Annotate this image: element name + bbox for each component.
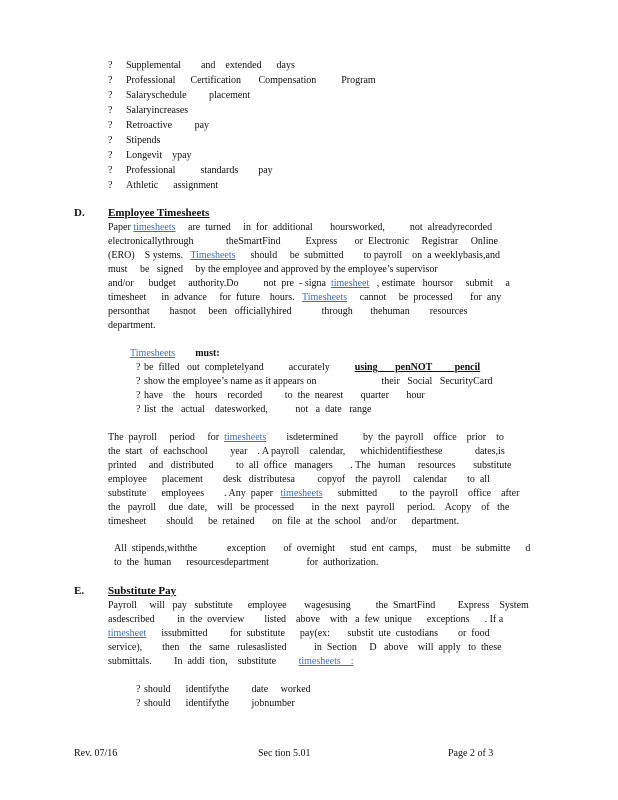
text-line: timesheet issubmitted for substitute pay(ex: substit ute custodians or food [108, 628, 490, 639]
list-item: ? Salaryincreases [108, 105, 189, 116]
footer-section: Sec tion 5.01 [258, 748, 311, 759]
footer-page-number: Page 2 of 3 [448, 748, 494, 759]
must-heading: Timesheets must: [130, 348, 220, 359]
text-line: the payroll due date, will be processed in the next payroll period. Acopy of the [108, 502, 510, 513]
text-line: printed and distributed to all office managers . The human resources substitute [108, 460, 512, 471]
list-item: ? have the hours recorded to the nearest quarter hour [136, 390, 425, 401]
list-item: ? show the employee’s name as it appears on their Social SecurityCard [136, 376, 493, 387]
text-line: the start of eachschool year . A payroll calendar, whichidentifiesthese dates,is [108, 446, 505, 457]
text-line: service), then the same rulesaslisted in Section D above will apply to these [108, 642, 502, 653]
list-item: ? Supplemental and extended days [108, 60, 295, 71]
text-line: employee placement desk distributesa copyof the payroll calendar to all [108, 474, 490, 485]
text-line: asdescribed in the overview listed above with a few unique exceptions . If a [108, 614, 504, 625]
footer-revision: Rev. 07/16 [74, 748, 118, 759]
section-e-letter: E. [74, 585, 85, 597]
timesheets-link[interactable]: timesheets [133, 222, 176, 233]
text-line: substitute employees . Any paper timesheets submitted to the payroll office after [108, 488, 520, 499]
section-e-title: Substitute Pay [108, 585, 177, 597]
timesheets-link[interactable]: Timesheets [301, 292, 348, 303]
text-line: (ERO) S ystems. Timesheets should be submitted to payroll on a weeklybasis,and [108, 250, 500, 261]
section-d-letter: D. [74, 207, 85, 219]
timesheets-link[interactable]: timesheets [224, 432, 267, 443]
section-d-title: Employee Timesheets [108, 207, 210, 219]
timesheet-link[interactable]: timesheet [108, 628, 147, 639]
text-line: personthat hasnot been officiallyhired through thehuman resources [108, 306, 468, 317]
text-line: timesheet should be retained on file at the school and/or department. [108, 516, 460, 527]
text-line: Paper timesheets are turned in for additional hoursworked, not alreadyrecorded [108, 222, 493, 233]
text-line: department. [108, 320, 156, 331]
list-item: ? Professional Certification Compensation Program [108, 75, 376, 86]
text-line: Payroll will pay substitute employee wagesusing the SmartFind Express System [108, 600, 529, 611]
list-item: ? should identifythe date worked [136, 684, 311, 695]
text-line: must be signed by the employee and approved by the employee’s supervisor [108, 264, 438, 275]
list-item: ? should identifythe jobnumber [136, 698, 295, 709]
timesheets-link[interactable]: Timesheets [130, 348, 176, 359]
list-item: ? Salaryschedule placement [108, 90, 251, 101]
list-item: ? Athletic assignment [108, 180, 219, 191]
text-line: to the human resourcesdepartment for authorization. [114, 557, 379, 568]
list-item: ? be filled out completelyand accurately using penNOT pencil [136, 362, 481, 373]
text-line: All stipends,withthe exception of overnight stud ent camps, must be submitte d [114, 543, 531, 554]
timesheets-link[interactable]: timesheets [280, 488, 323, 499]
list-item: ? list the actual datesworked, not a date range [136, 404, 372, 415]
text-line: The payroll period for timesheets isdetermined by the payroll office prior to [108, 432, 504, 443]
list-item: ? Professional standards pay [108, 165, 273, 176]
text-line: submittals. In addi tion, substitute timesheets : [108, 656, 354, 667]
timesheets-link[interactable]: Timesheets [190, 250, 236, 261]
list-item: ? Retroactive pay [108, 120, 210, 131]
list-item: ? Longevit ypay [108, 150, 192, 161]
list-item: ? Stipends [108, 135, 161, 146]
timesheets-link[interactable]: timesheets [298, 656, 341, 667]
text-line: timesheet in advance for future hours. Timesheets cannot be processed for any [108, 292, 502, 303]
text-line: electronicallythrough theSmartFind Express or Electronic Registrar Online [108, 236, 498, 247]
text-line: and/or budget authority.Do not pre - signa timesheet , estimate hoursor submit a [108, 278, 510, 289]
timesheet-link[interactable]: timesheet [330, 278, 370, 289]
